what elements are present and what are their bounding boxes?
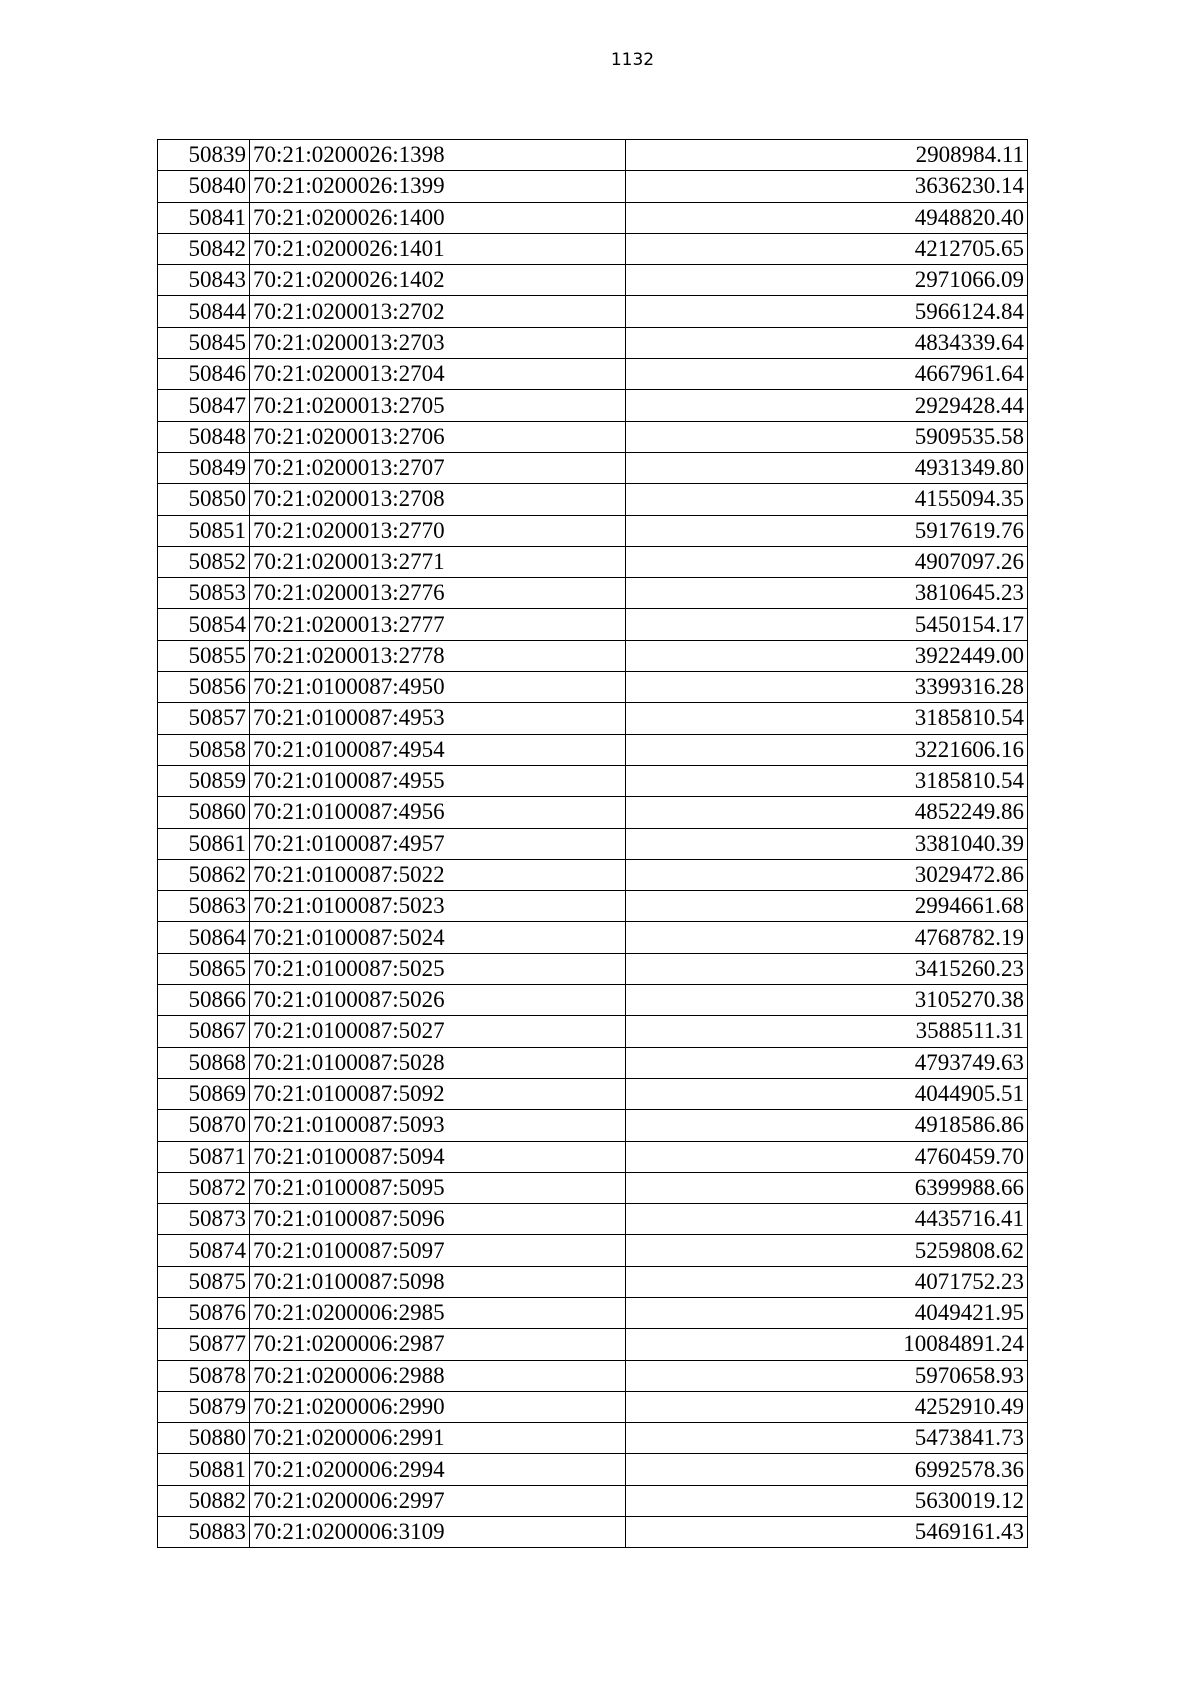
value-cell: 5450154.17 <box>626 609 1028 640</box>
value-cell: 2971066.09 <box>626 265 1028 296</box>
row-number-cell: 50852 <box>158 546 250 577</box>
value-cell: 4071752.23 <box>626 1266 1028 1297</box>
value-cell: 4793749.63 <box>626 1047 1028 1078</box>
cadastral-number-cell: 70:21:0100087:4956 <box>250 797 626 828</box>
row-number-cell: 50842 <box>158 233 250 264</box>
cadastral-number-cell: 70:21:0200006:3109 <box>250 1517 626 1548</box>
row-number-cell: 50874 <box>158 1235 250 1266</box>
table-row <box>158 421 1028 452</box>
table-row <box>158 1141 1028 1172</box>
table-body <box>158 140 1028 1548</box>
row-number-cell: 50840 <box>158 171 250 202</box>
table-row <box>158 640 1028 671</box>
value-cell: 4760459.70 <box>626 1141 1028 1172</box>
row-number-cell: 50876 <box>158 1297 250 1328</box>
row-number-cell: 50855 <box>158 640 250 671</box>
table-row <box>158 922 1028 953</box>
cadastral-number-cell: 70:21:0200006:2994 <box>250 1454 626 1485</box>
row-number-cell: 50878 <box>158 1360 250 1391</box>
value-cell: 4948820.40 <box>626 202 1028 233</box>
table-row <box>158 703 1028 734</box>
cadastral-number-cell: 70:21:0100087:5024 <box>250 922 626 953</box>
value-cell: 5630019.12 <box>626 1485 1028 1516</box>
table-row <box>158 1423 1028 1454</box>
table-row <box>158 1485 1028 1516</box>
value-cell: 2908984.11 <box>626 140 1028 171</box>
row-number-cell: 50866 <box>158 985 250 1016</box>
cadastral-number-cell: 70:21:0100087:5026 <box>250 985 626 1016</box>
value-cell: 5469161.43 <box>626 1517 1028 1548</box>
cadastral-number-cell: 70:21:0200006:2987 <box>250 1329 626 1360</box>
table-row <box>158 546 1028 577</box>
value-cell: 5970658.93 <box>626 1360 1028 1391</box>
cadastral-number-cell: 70:21:0200013:2702 <box>250 296 626 327</box>
table-row <box>158 1047 1028 1078</box>
row-number-cell: 50856 <box>158 672 250 703</box>
row-number-cell: 50883 <box>158 1517 250 1548</box>
cadastral-number-cell: 70:21:0200026:1401 <box>250 233 626 264</box>
value-cell: 4252910.49 <box>626 1391 1028 1422</box>
row-number-cell: 50860 <box>158 797 250 828</box>
table-row <box>158 1391 1028 1422</box>
value-cell: 4907097.26 <box>626 546 1028 577</box>
cadastral-number-cell: 70:21:0100087:5028 <box>250 1047 626 1078</box>
cadastral-number-cell: 70:21:0200013:2770 <box>250 515 626 546</box>
table-row <box>158 1454 1028 1485</box>
row-number-cell: 50871 <box>158 1141 250 1172</box>
row-number-cell: 50858 <box>158 734 250 765</box>
cadastral-number-cell: 70:21:0200026:1399 <box>250 171 626 202</box>
value-cell: 5473841.73 <box>626 1423 1028 1454</box>
table-row <box>158 452 1028 483</box>
cadastral-number-cell: 70:21:0200013:2704 <box>250 359 626 390</box>
value-cell: 4852249.86 <box>626 797 1028 828</box>
cadastral-number-cell: 70:21:0200013:2706 <box>250 421 626 452</box>
table-row <box>158 1266 1028 1297</box>
row-number-cell: 50843 <box>158 265 250 296</box>
value-cell: 3105270.38 <box>626 985 1028 1016</box>
value-cell: 3029472.86 <box>626 859 1028 890</box>
table-row <box>158 672 1028 703</box>
data-table-container <box>157 139 1027 1548</box>
cadastral-number-cell: 70:21:0100087:4957 <box>250 828 626 859</box>
table-row <box>158 985 1028 1016</box>
cadastral-number-cell: 70:21:0200013:2778 <box>250 640 626 671</box>
value-cell: 3221606.16 <box>626 734 1028 765</box>
row-number-cell: 50881 <box>158 1454 250 1485</box>
table-row <box>158 1110 1028 1141</box>
table-row <box>158 891 1028 922</box>
value-cell: 5917619.76 <box>626 515 1028 546</box>
row-number-cell: 50859 <box>158 765 250 796</box>
cadastral-number-cell: 70:21:0200026:1402 <box>250 265 626 296</box>
cadastral-number-cell: 70:21:0200026:1400 <box>250 202 626 233</box>
cadastral-number-cell: 70:21:0100087:5098 <box>250 1266 626 1297</box>
cadastral-number-cell: 70:21:0200013:2777 <box>250 609 626 640</box>
table-row <box>158 734 1028 765</box>
cadastral-number-cell: 70:21:0200006:2997 <box>250 1485 626 1516</box>
table-row <box>158 1235 1028 1266</box>
value-cell: 4768782.19 <box>626 922 1028 953</box>
table-row <box>158 390 1028 421</box>
cadastral-number-cell: 70:21:0200026:1398 <box>250 140 626 171</box>
row-number-cell: 50845 <box>158 327 250 358</box>
row-number-cell: 50854 <box>158 609 250 640</box>
row-number-cell: 50865 <box>158 953 250 984</box>
cadastral-number-cell: 70:21:0100087:4950 <box>250 672 626 703</box>
value-cell: 3185810.54 <box>626 765 1028 796</box>
value-cell: 4044905.51 <box>626 1078 1028 1109</box>
row-number-cell: 50870 <box>158 1110 250 1141</box>
table-row <box>158 296 1028 327</box>
data-table <box>157 139 1028 1548</box>
table-row <box>158 515 1028 546</box>
value-cell: 3415260.23 <box>626 953 1028 984</box>
table-row <box>158 265 1028 296</box>
row-number-cell: 50846 <box>158 359 250 390</box>
table-row <box>158 327 1028 358</box>
table-row <box>158 202 1028 233</box>
cadastral-number-cell: 70:21:0200013:2776 <box>250 578 626 609</box>
cadastral-number-cell: 70:21:0100087:4955 <box>250 765 626 796</box>
cadastral-number-cell: 70:21:0100087:5027 <box>250 1016 626 1047</box>
row-number-cell: 50877 <box>158 1329 250 1360</box>
table-row <box>158 233 1028 264</box>
value-cell: 10084891.24 <box>626 1329 1028 1360</box>
value-cell: 5259808.62 <box>626 1235 1028 1266</box>
table-row <box>158 953 1028 984</box>
value-cell: 3636230.14 <box>626 171 1028 202</box>
cadastral-number-cell: 70:21:0200013:2705 <box>250 390 626 421</box>
row-number-cell: 50867 <box>158 1016 250 1047</box>
table-row <box>158 359 1028 390</box>
cadastral-number-cell: 70:21:0100087:5093 <box>250 1110 626 1141</box>
cadastral-number-cell: 70:21:0100087:5092 <box>250 1078 626 1109</box>
table-row <box>158 828 1028 859</box>
row-number-cell: 50875 <box>158 1266 250 1297</box>
row-number-cell: 50861 <box>158 828 250 859</box>
table-row <box>158 765 1028 796</box>
row-number-cell: 50857 <box>158 703 250 734</box>
row-number-cell: 50862 <box>158 859 250 890</box>
table-row <box>158 578 1028 609</box>
table-row <box>158 1172 1028 1203</box>
value-cell: 4918586.86 <box>626 1110 1028 1141</box>
cadastral-number-cell: 70:21:0200013:2771 <box>250 546 626 577</box>
value-cell: 4667961.64 <box>626 359 1028 390</box>
row-number-cell: 50849 <box>158 452 250 483</box>
value-cell: 4834339.64 <box>626 327 1028 358</box>
cadastral-number-cell: 70:21:0200013:2703 <box>250 327 626 358</box>
cadastral-number-cell: 70:21:0200013:2707 <box>250 452 626 483</box>
table-row <box>158 1360 1028 1391</box>
value-cell: 5966124.84 <box>626 296 1028 327</box>
row-number-cell: 50868 <box>158 1047 250 1078</box>
table-row <box>158 140 1028 171</box>
table-row <box>158 1204 1028 1235</box>
cadastral-number-cell: 70:21:0100087:5025 <box>250 953 626 984</box>
row-number-cell: 50844 <box>158 296 250 327</box>
table-row <box>158 1016 1028 1047</box>
value-cell: 3399316.28 <box>626 672 1028 703</box>
value-cell: 3381040.39 <box>626 828 1028 859</box>
value-cell: 3588511.31 <box>626 1016 1028 1047</box>
row-number-cell: 50851 <box>158 515 250 546</box>
cadastral-number-cell: 70:21:0200006:2988 <box>250 1360 626 1391</box>
row-number-cell: 50853 <box>158 578 250 609</box>
cadastral-number-cell: 70:21:0200013:2708 <box>250 484 626 515</box>
row-number-cell: 50879 <box>158 1391 250 1422</box>
cadastral-number-cell: 70:21:0200006:2985 <box>250 1297 626 1328</box>
value-cell: 4931349.80 <box>626 452 1028 483</box>
cadastral-number-cell: 70:21:0200006:2990 <box>250 1391 626 1422</box>
table-row <box>158 859 1028 890</box>
row-number-cell: 50873 <box>158 1204 250 1235</box>
cadastral-number-cell: 70:21:0100087:4953 <box>250 703 626 734</box>
cadastral-number-cell: 70:21:0100087:5023 <box>250 891 626 922</box>
row-number-cell: 50869 <box>158 1078 250 1109</box>
row-number-cell: 50841 <box>158 202 250 233</box>
row-number-cell: 50872 <box>158 1172 250 1203</box>
value-cell: 6399988.66 <box>626 1172 1028 1203</box>
table-row <box>158 1329 1028 1360</box>
table-row <box>158 797 1028 828</box>
row-number-cell: 50850 <box>158 484 250 515</box>
row-number-cell: 50848 <box>158 421 250 452</box>
value-cell: 6992578.36 <box>626 1454 1028 1485</box>
cadastral-number-cell: 70:21:0200006:2991 <box>250 1423 626 1454</box>
value-cell: 4049421.95 <box>626 1297 1028 1328</box>
page-number: 1132 <box>610 50 655 70</box>
table-row <box>158 171 1028 202</box>
table-row <box>158 1297 1028 1328</box>
value-cell: 5909535.58 <box>626 421 1028 452</box>
cadastral-number-cell: 70:21:0100087:5096 <box>250 1204 626 1235</box>
value-cell: 4435716.41 <box>626 1204 1028 1235</box>
row-number-cell: 50839 <box>158 140 250 171</box>
value-cell: 2929428.44 <box>626 390 1028 421</box>
row-number-cell: 50864 <box>158 922 250 953</box>
cadastral-number-cell: 70:21:0100087:4954 <box>250 734 626 765</box>
table-row <box>158 484 1028 515</box>
row-number-cell: 50863 <box>158 891 250 922</box>
value-cell: 3185810.54 <box>626 703 1028 734</box>
table-row <box>158 1078 1028 1109</box>
row-number-cell: 50882 <box>158 1485 250 1516</box>
value-cell: 3810645.23 <box>626 578 1028 609</box>
value-cell: 4155094.35 <box>626 484 1028 515</box>
cadastral-number-cell: 70:21:0100087:5022 <box>250 859 626 890</box>
table-row <box>158 1517 1028 1548</box>
value-cell: 3922449.00 <box>626 640 1028 671</box>
cadastral-number-cell: 70:21:0100087:5094 <box>250 1141 626 1172</box>
value-cell: 4212705.65 <box>626 233 1028 264</box>
cadastral-number-cell: 70:21:0100087:5097 <box>250 1235 626 1266</box>
value-cell: 2994661.68 <box>626 891 1028 922</box>
table-row <box>158 609 1028 640</box>
row-number-cell: 50880 <box>158 1423 250 1454</box>
row-number-cell: 50847 <box>158 390 250 421</box>
cadastral-number-cell: 70:21:0100087:5095 <box>250 1172 626 1203</box>
